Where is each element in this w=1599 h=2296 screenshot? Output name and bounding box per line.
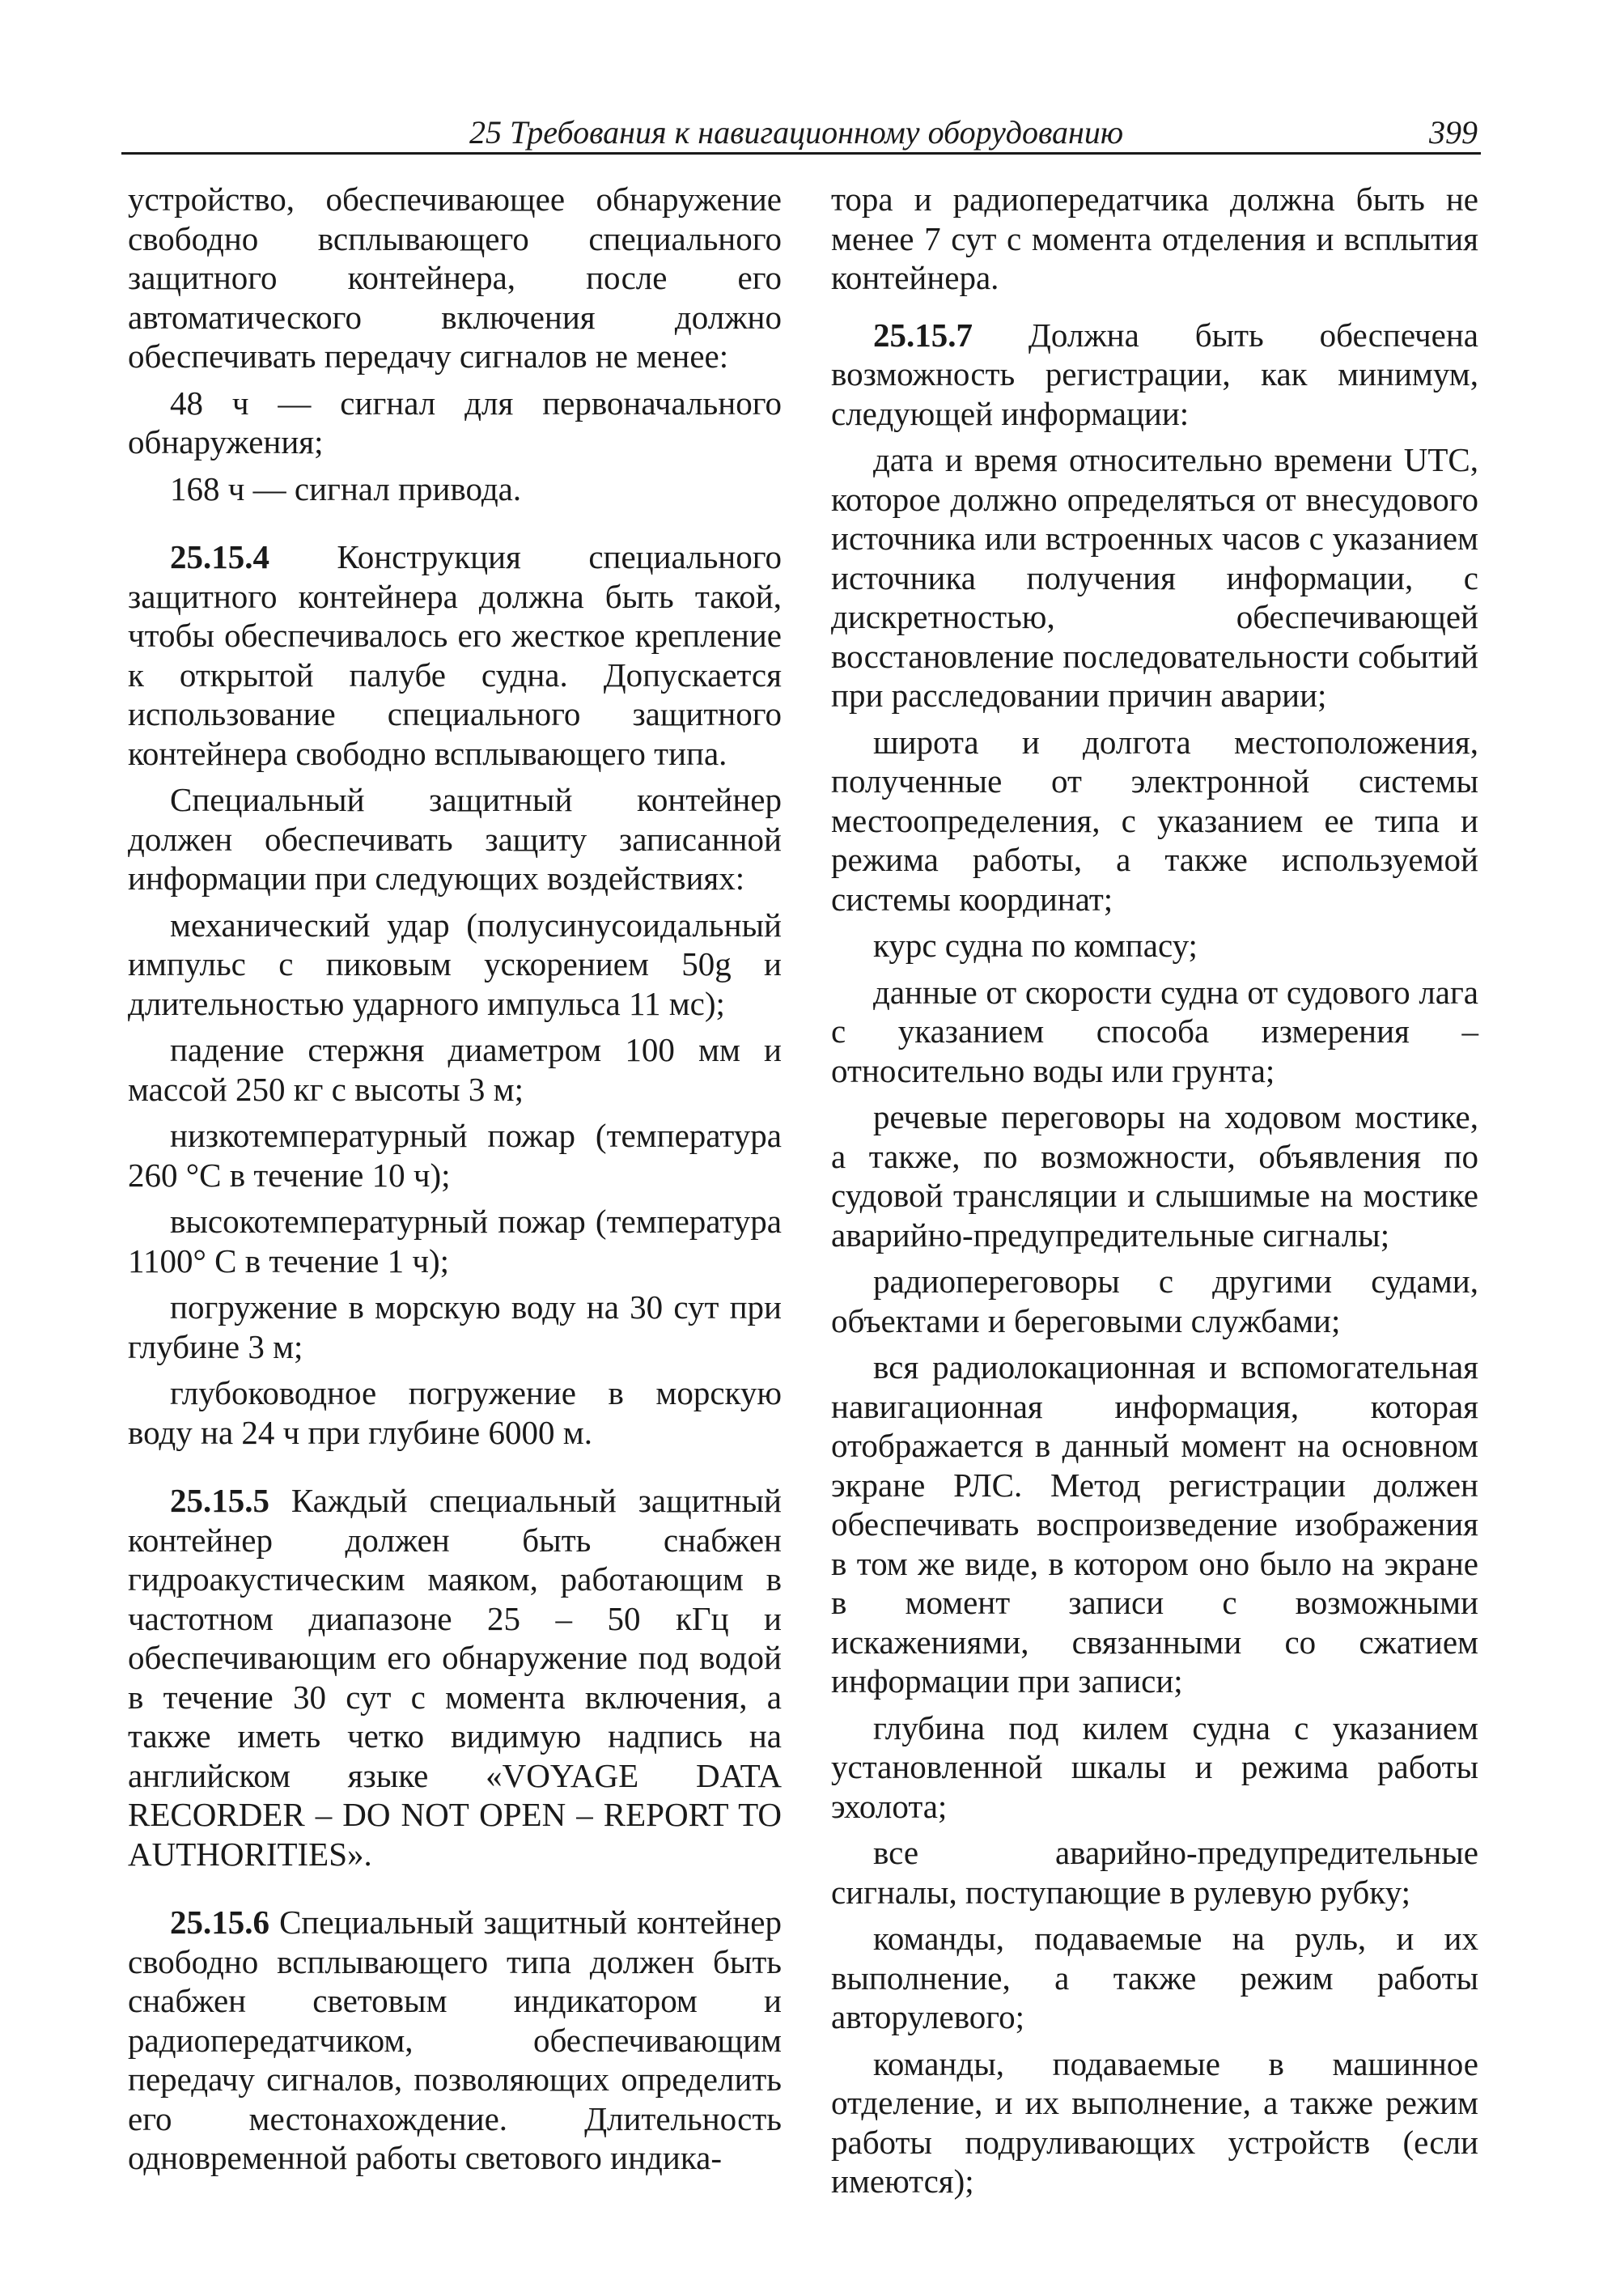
list-item: команды, подаваемые на руль, и их выполнение, а также режим работы авторулевого; [831, 1920, 1478, 2035]
section-text: Конструкция специального защитного контейнера должна быть такой, чтобы обеспечивалось его жесткое крепление к открытой палубе судна. Допускается использование специального защитного контейнера свободно всплывающего типа. [128, 538, 782, 772]
running-header [121, 112, 1481, 155]
section-number: 25.15.7 [873, 316, 973, 354]
list-item: команды, подаваемые в машинное отделение, и их выполнение, а также режим работы подруливающих устройств (если имеются); [831, 2044, 1478, 2200]
list-item: радиопереговоры с другими судами, объектами и береговыми службами; [831, 1263, 1478, 1339]
list-item: 168 ч — сигнал привода. [170, 469, 522, 507]
list-item: дата и время относительно времени UTC, которое должно определяться от внесудового источника или встроенных часов с указанием источника получения информации, с дискретностью, обеспечивающей восстановление последовательности событий при расследовании причин аварии; [831, 441, 1478, 714]
section-number: 25.15.5 [170, 1482, 269, 1519]
list-item: данные от скорости судна от судового лага с указанием способа измерения – относительно воды или грунта; [831, 973, 1478, 1089]
section-25-15-5 [128, 1481, 782, 1874]
section-number: 25.15.4 [170, 538, 269, 575]
list-item: речевые переговоры на ходовом мостике, а также, по возможности, объявления по судовой трансляции и слышимые на мостике аварийно-предупредительные сигналы; [831, 1098, 1478, 1254]
right-column [831, 180, 1478, 2209]
section-text: Специальный защитный контейнер свободно всплывающего типа должен быть снабжен световым индикатором и радиопередатчиком, обеспечивающим передачу сигналов, позволяющих определить его местонахождение. Длительность одновременной работы светового индика- [128, 1903, 782, 2176]
section-25-15-4 [128, 537, 782, 773]
list-item: высокотемпературный пожар (температура 1100° С в течение 1 ч); [128, 1203, 782, 1280]
list-item: глубоководное погружение в морскую воду на 24 ч при глубине 6000 м. [128, 1374, 782, 1451]
list-item: механический удар (полусинусоидальный импульс с пиковым ускорением 50g и длительностью ударного импульса 11 мс); [128, 906, 782, 1022]
list-item: падение стержня диаметром 100 мм и массой 250 кг с высоты 3 м; [128, 1031, 782, 1108]
section-number: 25.15.6 [170, 1903, 269, 1941]
section-25-15-7 [831, 316, 1478, 434]
section-text: Должна быть обеспечена возможность регистрации, как минимум, следующей информации: [831, 316, 1478, 432]
header-title: 25 Требования к навигационному оборудованию [469, 114, 1124, 151]
list-item: курс судна по компасу; [873, 927, 1198, 964]
list-item: вся радиолокационная и вспомогательная навигационная информация, которая отображается в данный момент на основном экране РЛС. Метод регистрации должен обеспечивать воспроизведение изображения в том же виде, в котором оно было на экране в момент записи с возможными искажениями, связанными со сжатием информации при записи; [831, 1348, 1478, 1700]
section-text: Каждый специальный защитный контейнер должен быть снабжен гидроакустическим маяком, работающим в частотном диапазоне 25 – 50 кГц и обеспечивающим его обнаружение под водой в течение 30 сут с момента включения, а также иметь четко видимую надпись на английском языке «VOYAGE DATA RECORDER – DO NOT OPEN – REPORT TO AUTHORITIES». [128, 1482, 782, 1873]
list-item: 48 ч — сигнал для первоначального обнаружения; [128, 384, 782, 460]
paragraph: Специальный защитный контейнер должен обеспечивать защиту записанной информации при следующих воздействиях: [128, 781, 782, 897]
paragraph: тора и радиопередатчика должна быть не менее 7 сут с момента отделения и всплытия контейнера. [831, 180, 1478, 296]
list-item: глубина под килем судна с указанием установленной шкалы и режима работы эхолота; [831, 1708, 1478, 1825]
list-item: все аварийно-предупредительные сигналы, поступающие в рулевую рубку; [831, 1834, 1478, 1911]
list-item: низкотемпературный пожар (температура 260 °C в течение 10 ч); [128, 1117, 782, 1194]
section-25-15-6 [128, 1903, 782, 2178]
page-number: 399 [1429, 114, 1478, 151]
list-item: погружение в морскую воду на 30 сут при глубине 3 м; [128, 1288, 782, 1365]
left-column [128, 180, 782, 2185]
list-item: широта и долгота местоположения, полученные от электронной системы местоопределения, с указанием ее типа и режима работы, а также используемой системы координат; [831, 723, 1478, 918]
paragraph: устройство, обеспечивающее обнаружение свободно всплывающего специального защитного контейнера, после его автоматического включения должно обеспечивать передачу сигналов не менее: [128, 180, 782, 375]
